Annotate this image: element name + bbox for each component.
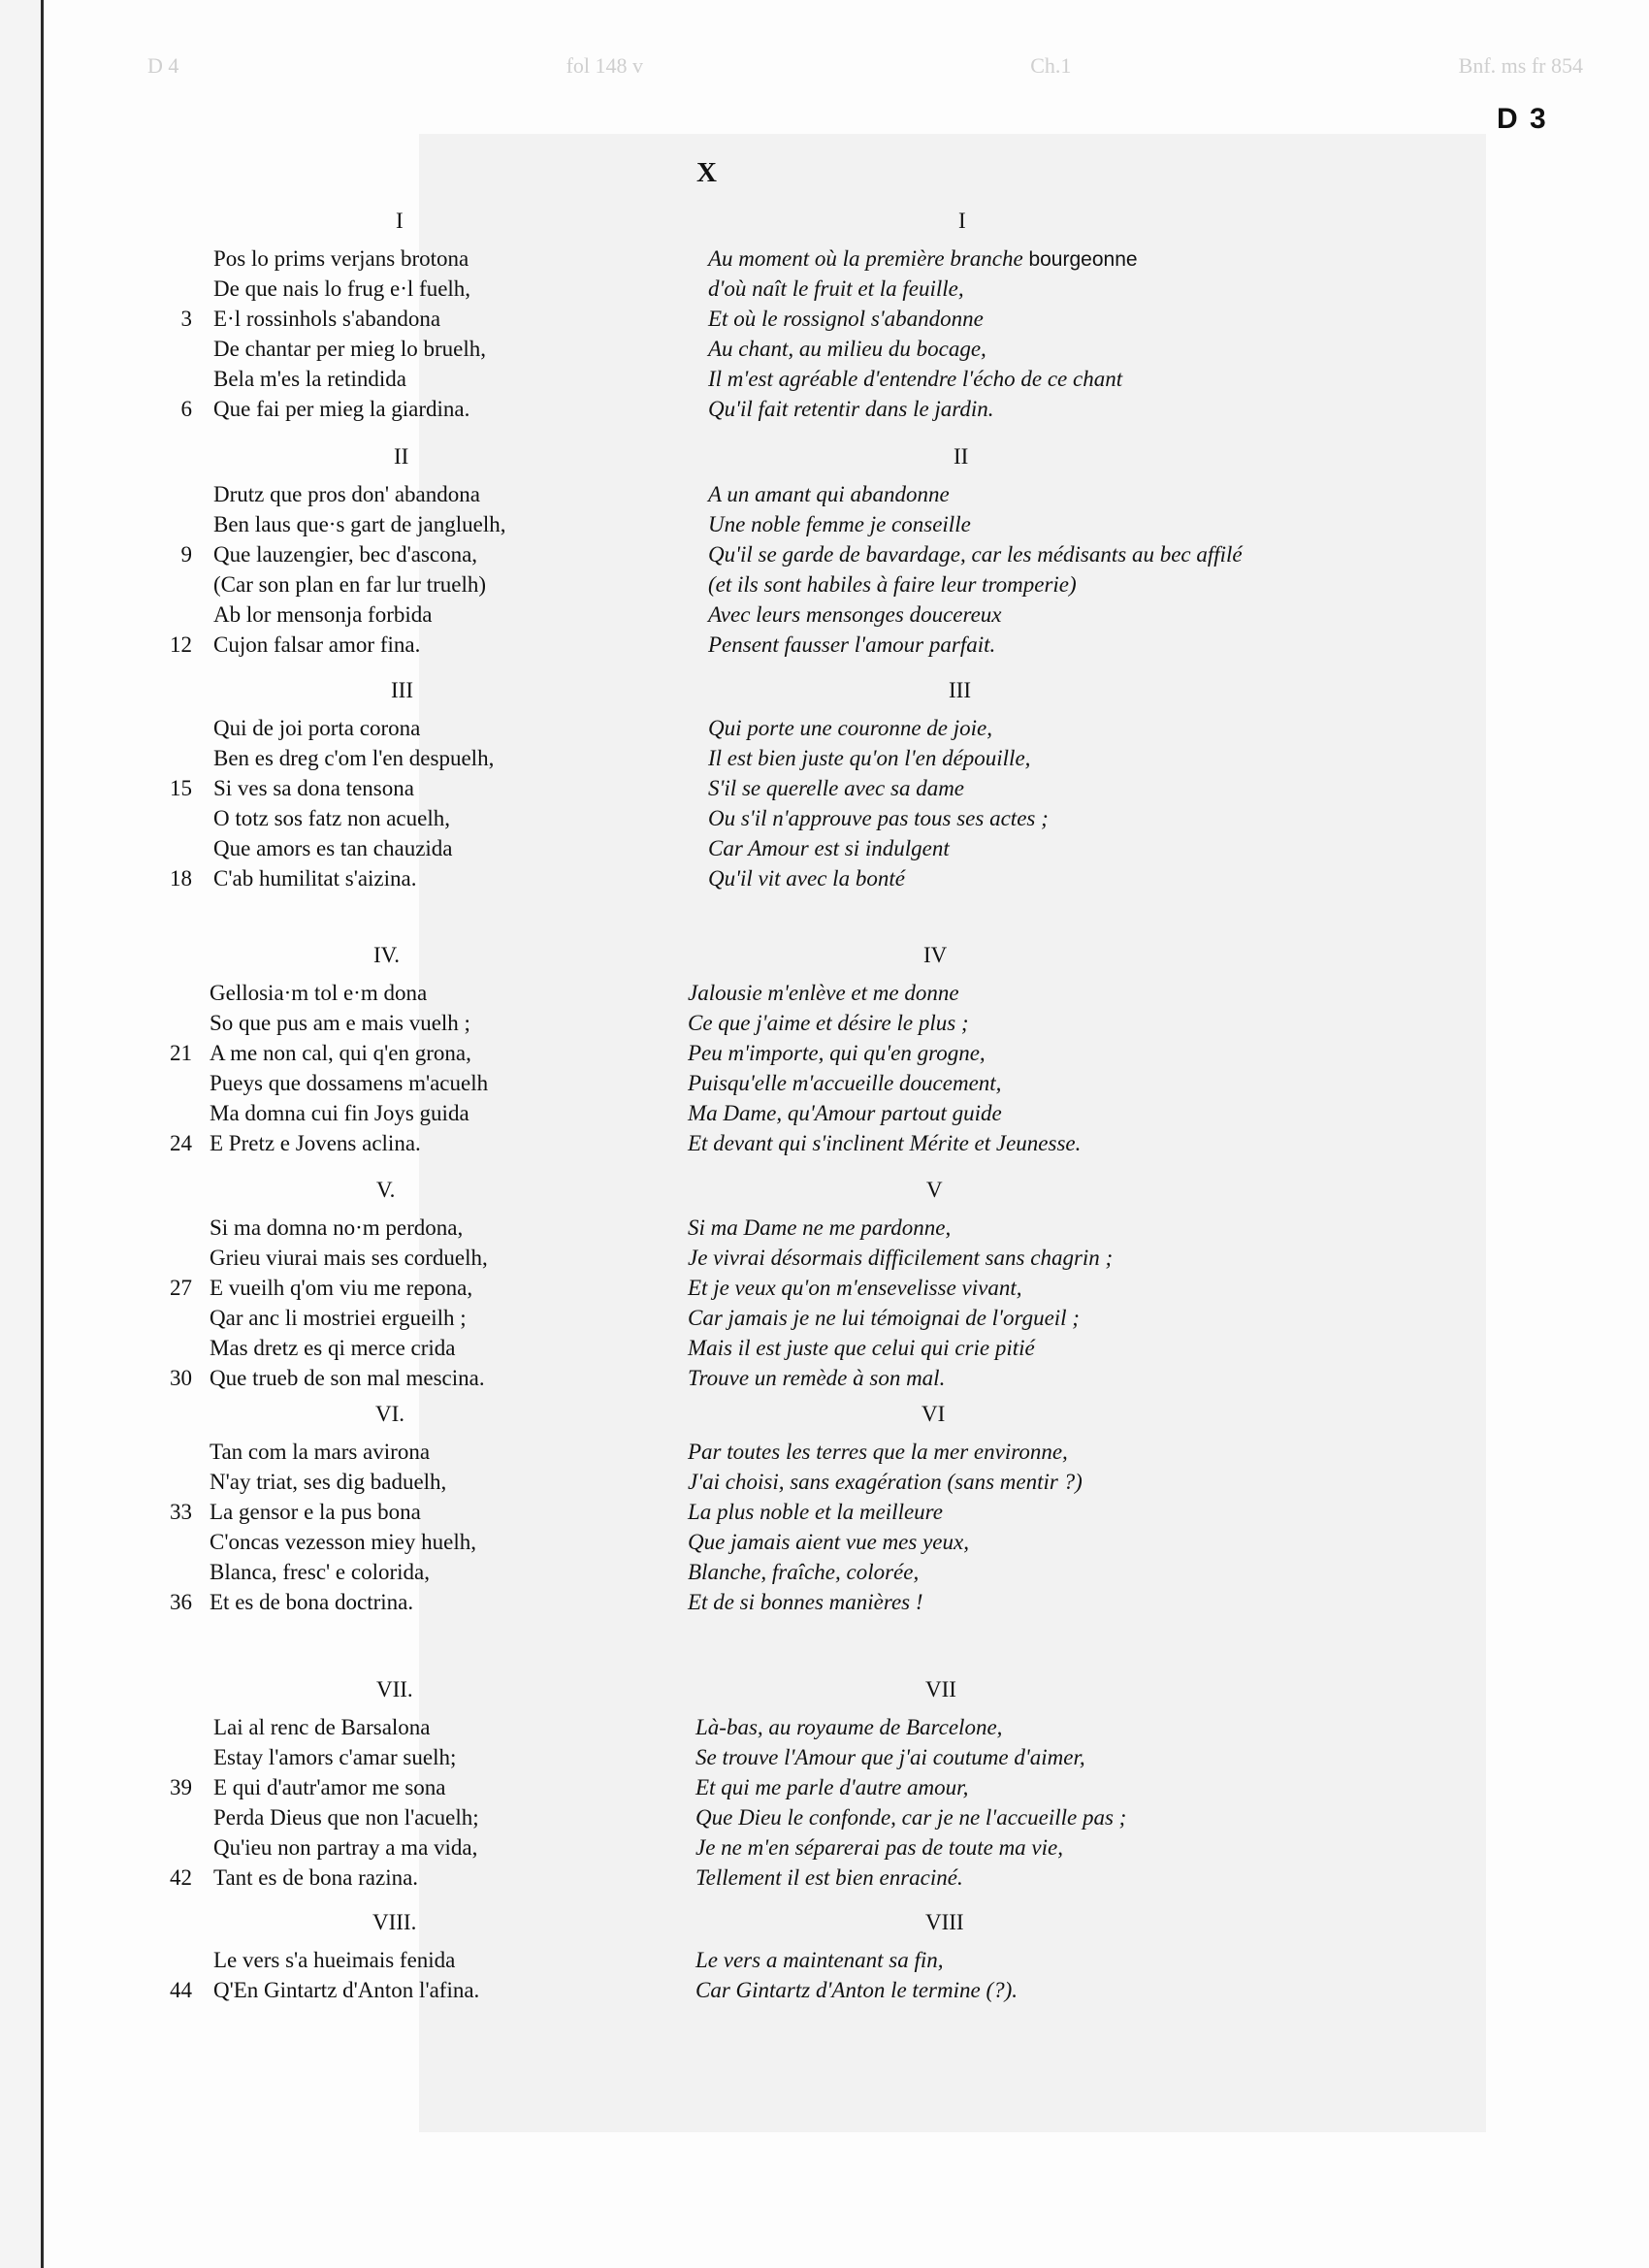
verse-translation: [695, 1772, 968, 1802]
line-number: [134, 1467, 192, 1497]
line-number: [134, 569, 192, 599]
verse-original: O totz sos fatz non acuelh,: [213, 806, 450, 830]
stanza-heading-original: IV.: [373, 943, 401, 967]
line-number: 36: [170, 1590, 192, 1614]
verse-original: Ab lor mensonja forbida: [213, 602, 433, 627]
stanza-heading-translation: VII: [925, 1677, 956, 1701]
verse-translation-text: Trouve un remède à son mal.: [688, 1366, 946, 1390]
verse-original: Et es de bona doctrina.: [210, 1590, 414, 1614]
stanza-heading-translation: I: [958, 209, 966, 233]
verse-original: La gensor e la pus bona: [210, 1500, 421, 1524]
line-number: 24: [170, 1131, 192, 1155]
line-number: [134, 599, 192, 630]
verse-translation: [695, 1802, 1126, 1832]
line-number: [134, 1008, 192, 1038]
verse-translation: [708, 304, 984, 334]
verse-translation-text: Et je veux qu'on m'ensevelisse vivant,: [688, 1276, 1022, 1300]
verse-translation-text: Car Gintartz d'Anton le termine (?).: [695, 1978, 1018, 2002]
verse-original: Tant es de bona razina.: [213, 1865, 419, 1890]
verse-translation-text: Qu'il vit avec la bonté: [708, 866, 905, 891]
verse-translation-text: Et de si bonnes manières !: [688, 1590, 923, 1614]
verse-original: Ben es dreg c'om l'en despuelh,: [213, 746, 495, 770]
verse-original: Que fai per mieg la giardina.: [213, 397, 470, 421]
verse-translation-text: Jalousie m'enlève et me donne: [688, 981, 959, 1005]
verse-original: Que lauzengier, bec d'ascona,: [213, 542, 478, 567]
verse-translation: [708, 394, 994, 424]
verse-translation: [695, 1832, 1063, 1863]
verse-original: Perda Dieus que non l'acuelh;: [213, 1805, 479, 1830]
verse-original: Blanca, fresc' e colorida,: [210, 1560, 431, 1584]
line-number: [134, 1712, 192, 1742]
stanza-heading-original: VII.: [376, 1677, 413, 1701]
verse-translation-text: (et ils sont habiles à faire leur tromperie): [708, 572, 1077, 597]
line-number: 33: [170, 1500, 192, 1524]
line-number: [134, 743, 192, 773]
line-number: [134, 274, 192, 304]
verse-translation-text: Il m'est agréable d'entendre l'écho de ce chant: [708, 367, 1123, 391]
verse-original: N'ay triat, ses dig baduelh,: [210, 1470, 447, 1494]
verse-translation: [695, 1742, 1085, 1772]
verse-original: Mas dretz es qi merce crida: [210, 1336, 456, 1360]
verse-translation: [708, 539, 1243, 569]
verse-translation-text: Pensent fausser l'amour parfait.: [708, 632, 996, 657]
verse-translation: [688, 1527, 969, 1557]
line-number: 3: [180, 307, 192, 331]
verse-translation-text: Et qui me parle d'autre amour,: [695, 1775, 969, 1799]
stanza-heading-translation: VIII: [925, 1910, 964, 1934]
bleed-through-header: [147, 53, 1583, 79]
ghost-text: D 4: [147, 53, 179, 78]
verse-translation: [688, 1038, 986, 1068]
verse-original: Pueys que dossamens m'acuelh: [210, 1071, 489, 1095]
verse-original: Que trueb de son mal mescina.: [210, 1366, 485, 1390]
verse-translation: [688, 1128, 1081, 1158]
verse-translation: [708, 630, 995, 660]
verse-translation: [708, 243, 1138, 274]
line-number: 27: [170, 1276, 192, 1300]
verse-translation-text: Ma Dame, qu'Amour partout guide: [688, 1101, 1002, 1125]
line-number: [134, 1945, 192, 1975]
verse-translation-text: Et où le rossignol s'abandonne: [708, 307, 984, 331]
line-number: [134, 509, 192, 539]
verse-translation: [688, 1467, 1083, 1497]
ghost-text: fol 148 v: [566, 53, 644, 78]
line-number: [134, 334, 192, 364]
verse-translation-text: Ou s'il n'approuve pas tous ses actes ;: [708, 806, 1049, 830]
verse-original: De que nais lo frug e·l fuelh,: [213, 276, 471, 301]
verse-translation: [708, 334, 986, 364]
verse-translation: [688, 1303, 1080, 1333]
verse-translation-text: Peu m'importe, qui qu'en grogne,: [688, 1041, 986, 1065]
verse-translation-text: Que jamais aient vue mes yeux,: [688, 1530, 969, 1554]
verse-translation: [688, 1363, 945, 1393]
verse-original: So que pus am e mais vuelh ;: [210, 1011, 470, 1035]
verse-translation: [708, 274, 964, 304]
verse-translation: [708, 743, 1030, 773]
stanza-heading-translation: III: [949, 678, 971, 702]
verse-translation: [695, 1712, 1002, 1742]
verse-translation: [688, 1587, 923, 1617]
verse-translation-text: Que Dieu le confonde, car je ne l'accueille pas ;: [695, 1805, 1127, 1830]
verse-translation-text: Mais il est juste que celui qui crie pitié: [688, 1336, 1035, 1360]
line-number: [134, 1527, 192, 1557]
verse-original: Ma domna cui fin Joys guida: [210, 1101, 469, 1125]
verse-translation-text: Avec leurs mensonges doucereux: [708, 602, 1002, 627]
verse-translation: [708, 479, 950, 509]
verse-original: Cujon falsar amor fina.: [213, 632, 421, 657]
verse-translation-text: La plus noble et la meilleure: [688, 1500, 943, 1524]
verse-translation-typed-word: bourgeonne: [1028, 248, 1138, 271]
verse-translation-text: Blanche, fraîche, colorée,: [688, 1560, 920, 1584]
line-number: 9: [180, 542, 192, 567]
verse-translation: [688, 978, 959, 1008]
verse-original: Pos lo prims verjans brotona: [213, 246, 469, 271]
stanza-heading-translation: V: [926, 1178, 943, 1202]
verse-translation-text: J'ai choisi, sans exagération (sans mentir ?): [688, 1470, 1083, 1494]
verse-translation: [708, 509, 971, 539]
verse-translation: [708, 773, 964, 803]
line-number: 15: [170, 776, 192, 800]
verse-original: Bela m'es la retindida: [213, 367, 406, 391]
verse-original: Qar anc li mostriei ergueilh ;: [210, 1306, 467, 1330]
verse-original: De chantar per mieg lo bruelh,: [213, 337, 486, 361]
verse-translation: [688, 1068, 1001, 1098]
verse-original: Qui de joi porta corona: [213, 716, 421, 740]
verse-translation-text: Qu'il se garde de bavardage, car les médisants au bec affilé: [708, 542, 1243, 567]
stanza-heading-original: VI.: [375, 1402, 405, 1426]
line-number: [134, 1333, 192, 1363]
line-number: [134, 1832, 192, 1863]
line-number: [134, 479, 192, 509]
verse-translation-text: A un amant qui abandonne: [708, 482, 950, 506]
verse-translation: [688, 1497, 943, 1527]
poem-number: X: [696, 157, 717, 188]
line-number: [134, 833, 192, 863]
stanza-heading-original: VIII.: [372, 1910, 417, 1934]
verse-translation: [688, 1243, 1113, 1273]
verse-translation: [708, 599, 1002, 630]
folio-label: D 3: [1497, 103, 1548, 135]
verse-translation-text: Par toutes les terres que la mer environne,: [688, 1440, 1068, 1464]
line-number: [134, 1742, 192, 1772]
verse-translation-text: Au moment où la première branche: [708, 246, 1029, 271]
ghost-text: Bnf. ms fr 854: [1458, 53, 1583, 78]
line-number: [134, 713, 192, 743]
verse-translation-text: d'où naît le fruit et la feuille,: [708, 276, 964, 301]
verse-translation: [695, 1975, 1018, 2005]
line-number: 39: [170, 1775, 192, 1799]
stanza-heading-original: V.: [376, 1178, 396, 1202]
verse-translation: [695, 1863, 963, 1893]
line-number: 30: [170, 1366, 192, 1390]
verse-original: Que amors es tan chauzida: [213, 836, 453, 860]
verse-original: E vueilh q'om viu me repona,: [210, 1276, 473, 1300]
verse-original: A me non cal, qui q'en grona,: [210, 1041, 471, 1065]
verse-translation-text: Tellement il est bien enraciné.: [695, 1865, 963, 1890]
line-number: [134, 1437, 192, 1467]
line-number: [134, 1098, 192, 1128]
verse-translation: [708, 713, 992, 743]
verse-original: Drutz que pros don' abandona: [213, 482, 480, 506]
verse-original: E Pretz e Jovens aclina.: [210, 1131, 421, 1155]
verse-translation: [688, 1008, 969, 1038]
verse-translation: [708, 569, 1077, 599]
stanza-heading-original: I: [396, 209, 404, 233]
line-number: [134, 1303, 192, 1333]
verse-translation-text: Qui porte une couronne de joie,: [708, 716, 992, 740]
verse-original: Ben laus que·s gart de jangluelh,: [213, 512, 506, 536]
verse-translation-text: Une noble femme je conseille: [708, 512, 971, 536]
verse-translation: [708, 833, 950, 863]
verse-translation-text: Car jamais je ne lui témoignai de l'orgueil ;: [688, 1306, 1080, 1330]
verse-translation-text: Qu'il fait retentir dans le jardin.: [708, 397, 994, 421]
verse-translation-text: Je vivrai désormais difficilement sans chagrin ;: [688, 1246, 1114, 1270]
verse-original: C'oncas vezesson miey huelh,: [210, 1530, 476, 1554]
verse-original: Q'En Gintartz d'Anton l'afina.: [213, 1978, 480, 2002]
verse-original: Gellosia·m tol e·m dona: [210, 981, 428, 1005]
verse-translation: [688, 1437, 1068, 1467]
line-number: 42: [170, 1865, 192, 1890]
verse-original: Lai al renc de Barsalona: [213, 1715, 431, 1739]
stanza-heading-translation: VI: [922, 1402, 946, 1426]
line-number: [134, 1213, 192, 1243]
verse-translation-text: Ce que j'aime et désire le plus ;: [688, 1011, 969, 1035]
verse-translation: [688, 1098, 1002, 1128]
line-number: 12: [170, 632, 192, 657]
verse-translation: [688, 1333, 1035, 1363]
stanza-heading-translation: IV: [923, 943, 948, 967]
verse-original: C'ab humilitat s'aizina.: [213, 866, 417, 891]
line-number: 6: [180, 397, 192, 421]
verse-translation: [688, 1273, 1021, 1303]
verse-original: Si ma domna no·m perdona,: [210, 1215, 464, 1240]
line-number: [134, 1068, 192, 1098]
verse-translation-text: Au chant, au milieu du bocage,: [708, 337, 986, 361]
verse-translation-text: Le vers a maintenant sa fin,: [695, 1948, 944, 1972]
verse-original: Tan com la mars avirona: [210, 1440, 431, 1464]
line-number: [134, 978, 192, 1008]
verse-translation-text: Car Amour est si indulgent: [708, 836, 950, 860]
line-number: 18: [170, 866, 192, 891]
verse-original: E qui d'autr'amor me sona: [213, 1775, 446, 1799]
verse-translation: [688, 1557, 919, 1587]
line-number: [134, 803, 192, 833]
line-number: 44: [170, 1978, 192, 2002]
stanza-heading-translation: II: [954, 444, 969, 469]
verse-translation-text: Il est bien juste qu'on l'en dépouille,: [708, 746, 1031, 770]
verse-translation-text: Là-bas, au royaume de Barcelone,: [695, 1715, 1003, 1739]
line-number: [134, 1802, 192, 1832]
stanza-heading-original: II: [394, 444, 409, 469]
line-number: [134, 1557, 192, 1587]
line-number: [134, 364, 192, 394]
verse-translation-text: Je ne m'en séparerai pas de toute ma vie,: [695, 1835, 1063, 1860]
verse-original: Le vers s'a hueimais fenida: [213, 1948, 456, 1972]
verse-translation-text: S'il se querelle avec sa dame: [708, 776, 965, 800]
verse-translation: [688, 1213, 951, 1243]
verse-original: Si ves sa dona tensona: [213, 776, 414, 800]
verse-original: Estay l'amors c'amar suelh;: [213, 1745, 457, 1769]
verse-original: (Car son plan en far lur truelh): [213, 572, 487, 597]
verse-original: Qu'ieu non partray a ma vida,: [213, 1835, 478, 1860]
verse-translation-text: Si ma Dame ne me pardonne,: [688, 1215, 952, 1240]
verse-translation-text: Et devant qui s'inclinent Mérite et Jeunesse.: [688, 1131, 1082, 1155]
verse-translation: [708, 364, 1122, 394]
verse-translation: [708, 803, 1049, 833]
line-number: 21: [170, 1041, 192, 1065]
line-number: [134, 243, 192, 274]
stanza-heading-original: III: [391, 678, 413, 702]
line-number: [134, 1243, 192, 1273]
verse-original: E·l rossinhols s'abandona: [213, 307, 441, 331]
ghost-text: Ch.1: [1030, 53, 1072, 78]
verse-translation: [695, 1945, 944, 1975]
verse-translation-text: Puisqu'elle m'accueille doucement,: [688, 1071, 1002, 1095]
verse-original: Grieu viurai mais ses corduelh,: [210, 1246, 488, 1270]
verse-translation: [708, 863, 905, 893]
verse-translation-text: Se trouve l'Amour que j'ai coutume d'aimer,: [695, 1745, 1085, 1769]
